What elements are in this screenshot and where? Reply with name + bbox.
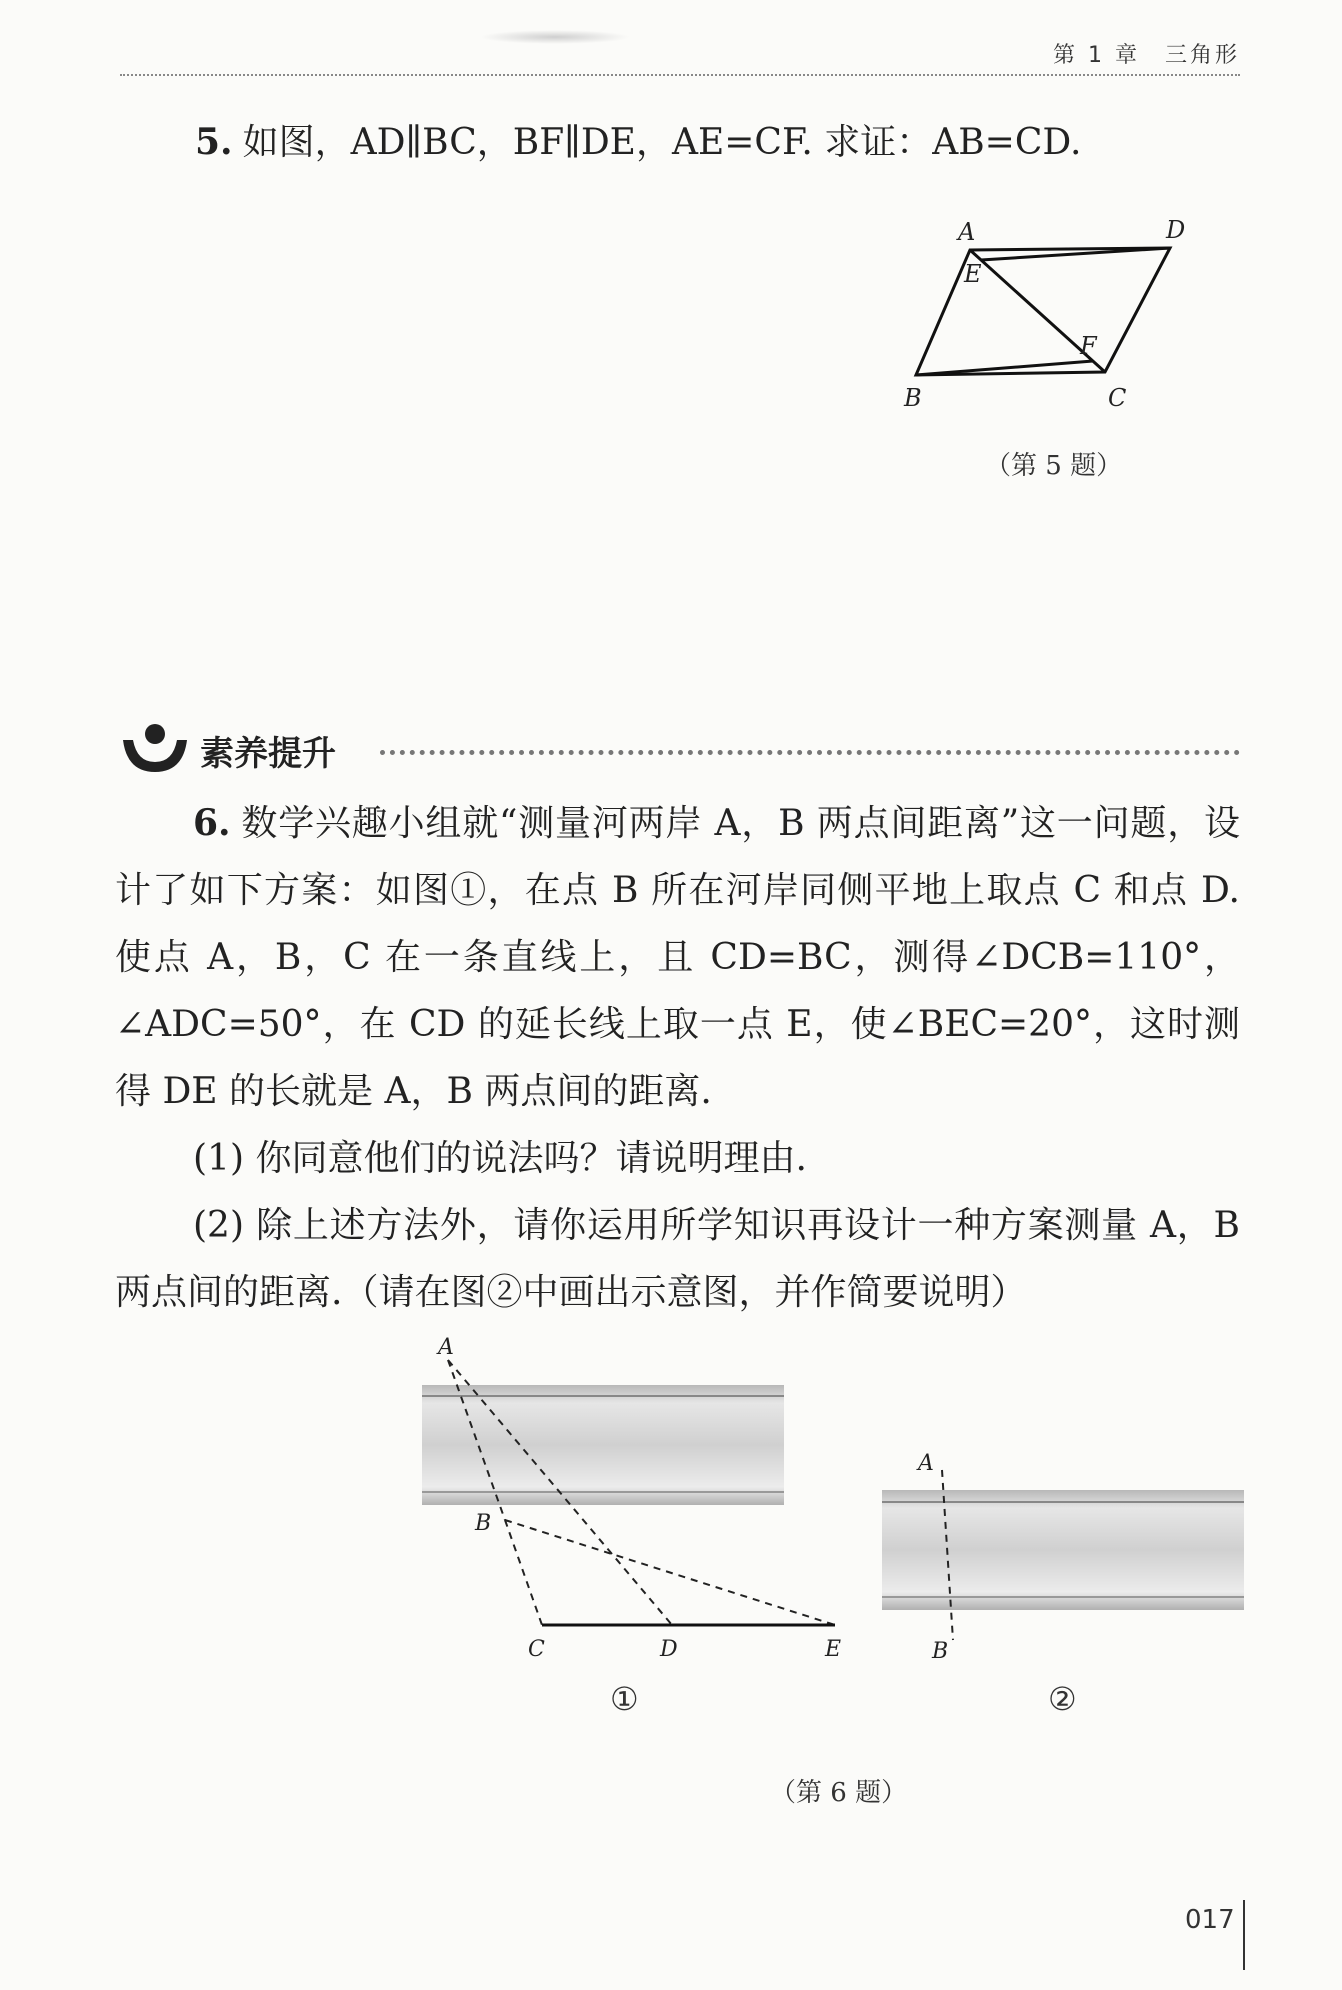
fig1-label-e: E xyxy=(825,1637,842,1662)
line-be xyxy=(505,1520,835,1625)
page-header xyxy=(120,28,1240,76)
river-band xyxy=(422,1385,784,1505)
fig2-label-b: B xyxy=(932,1639,949,1664)
question-5-text: 如图，AD∥BC，BF∥DE，AE=CF. 求证：AB=CD. xyxy=(242,122,1082,163)
label-e: E xyxy=(964,260,982,288)
question-5 xyxy=(195,108,1081,177)
section-title: 素养提升 xyxy=(200,734,336,774)
figure-q6-1 xyxy=(420,1330,860,1670)
question-6-part-2: (2) 除上述方法外，请你运用所学知识再设计一种方案测量 A，B 两点间的距离.（请在图②中画出示意图，并作简要说明） xyxy=(115,1205,1240,1313)
figure-q5 xyxy=(880,210,1220,420)
chapter-title: 第 1 章 三角形 xyxy=(1053,43,1240,68)
page-number-bar xyxy=(1243,1900,1245,1970)
fig1-label-d: D xyxy=(660,1637,678,1662)
label-d: D xyxy=(1166,216,1186,244)
question-6 xyxy=(115,790,1240,1125)
section-header xyxy=(115,720,1240,780)
question-6-part-1: (1) 你同意他们的说法吗？请说明理由. xyxy=(193,1138,807,1179)
figure-2-number: ② xyxy=(1048,1680,1077,1718)
question-6-text: 数学兴趣小组就“测量河两岸 A，B 两点间距离”这一问题，设计了如下方案：如图①，在点 B 所在河岸同侧平地上取点 C 和点 D. 使点 A，B，C 在一条直线上，且 CD=BC，测得∠DCB=110°，∠ADC=50°，在 CD 的延长线上取一点 E，使∠BEC=20°，这时测得 DE 的长就是 A，B 两点间的距离. xyxy=(115,803,1240,1112)
fig1-label-c: C xyxy=(528,1637,545,1662)
section-dotted-rule xyxy=(380,750,1240,755)
label-a: A xyxy=(958,218,976,246)
label-f: F xyxy=(1080,332,1097,360)
label-c: C xyxy=(1108,384,1127,412)
label-b: B xyxy=(904,384,922,412)
section-icon xyxy=(115,720,190,778)
fig1-label-b: B xyxy=(475,1511,492,1536)
figure-q6-2 xyxy=(880,1440,1250,1664)
question-6-number: 6. xyxy=(193,802,231,844)
fig1-label-a: A xyxy=(438,1335,454,1360)
caption-q5: （第 5 题） xyxy=(985,451,1123,481)
page-number: 017 xyxy=(1185,1905,1235,1935)
line-bc xyxy=(505,1520,542,1625)
question-5-number: 5. xyxy=(195,121,233,163)
river-band-2 xyxy=(882,1490,1244,1610)
parallelogram-abcd xyxy=(916,248,1170,375)
caption-q6: （第 6 题） xyxy=(770,1778,908,1808)
fig2-label-a: A xyxy=(918,1451,934,1476)
figure-1-number: ① xyxy=(610,1680,639,1718)
